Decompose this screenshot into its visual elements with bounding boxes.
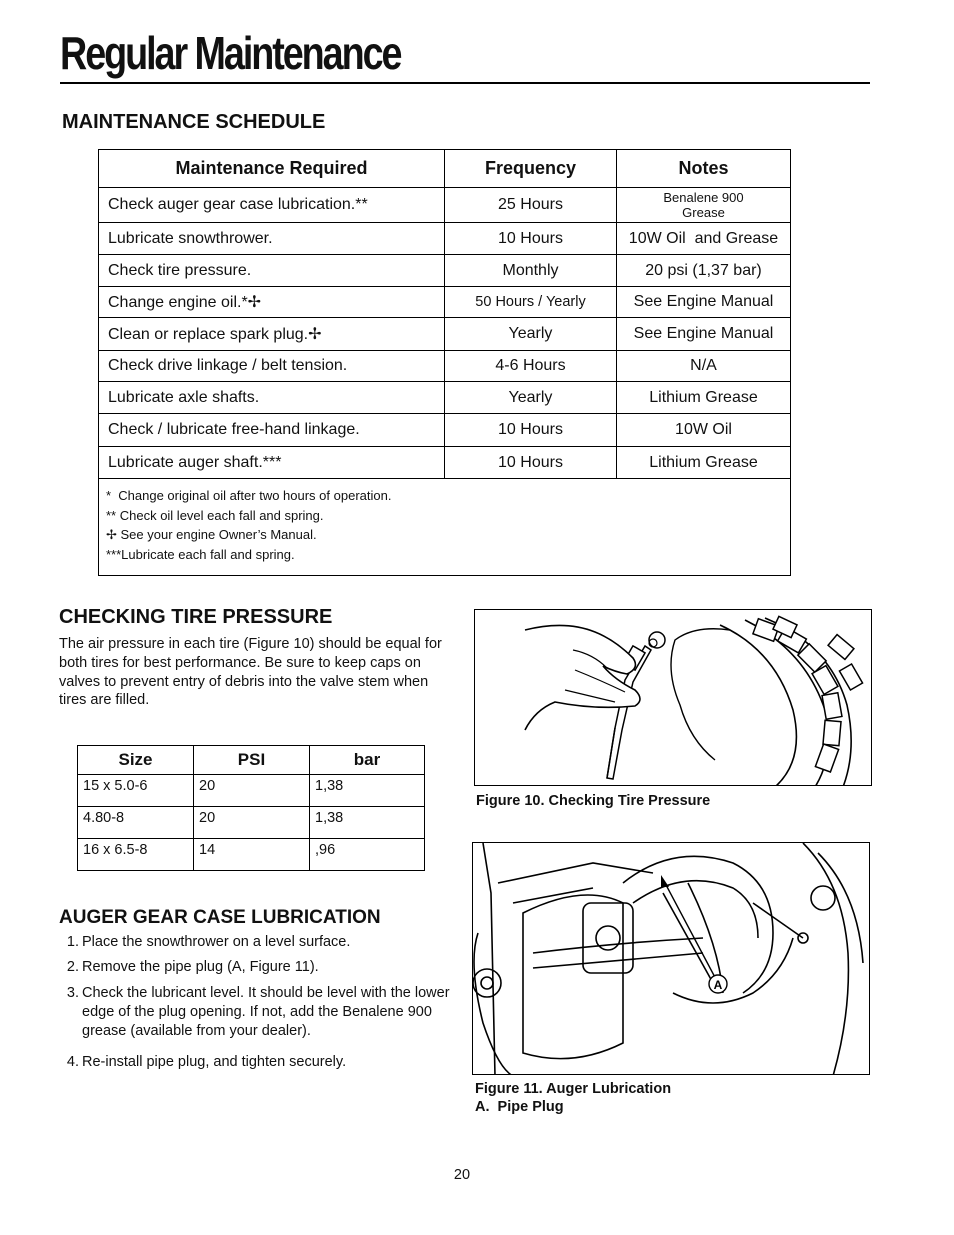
table-row [99, 447, 790, 479]
notes-cell: 10W Oil [675, 421, 732, 438]
step-number: 4. [66, 1054, 79, 1070]
tire-pressure-table [77, 745, 425, 871]
frequency-cell: 10 Hours [445, 447, 617, 478]
table-header-row [99, 150, 790, 188]
column-header-bar: bar [310, 746, 425, 775]
step-text: Check the lubricant level. It should be level with the lower edge of the plug opening. If not, add the Benalene 900 grease (available from your dealer). [82, 985, 450, 1039]
table-row [99, 414, 790, 447]
footnote: ** Check oil level each fall and spring. [106, 507, 324, 523]
table-row [78, 807, 425, 839]
column-header-size: Size [78, 746, 194, 775]
table-row [99, 351, 790, 382]
frequency-cell: 4-6 Hours [445, 351, 617, 381]
frequency-cell: 50 Hours / Yearly [445, 287, 617, 317]
notes-line: Grease [682, 205, 725, 220]
notes-cell: See Engine Manual [633, 293, 774, 310]
table-row [78, 839, 425, 871]
table-row [99, 188, 790, 223]
title-rule [60, 82, 870, 84]
notes-cell: 20 psi (1,37 bar) [645, 261, 762, 279]
size-cell: 16 x 6.5-8 [78, 839, 194, 871]
task-cell: Clean or replace spark plug.✢ [99, 318, 445, 350]
step-number: 2. [66, 959, 79, 975]
step-text: Place the snowthrower on a level surface. [82, 934, 351, 950]
step-number: 1. [66, 934, 79, 950]
footnote: ***Lubricate each fall and spring. [106, 546, 295, 562]
task-cell: Change engine oil.*✢ [99, 287, 445, 317]
frequency-cell: Yearly [445, 382, 617, 413]
notes-line: Benalene 900 [663, 190, 744, 205]
bar-cell: ,96 [310, 839, 425, 871]
step-number: 3. [66, 985, 79, 1001]
callout-a-label: A [713, 978, 723, 992]
notes-cell: 10W Oil and Grease [628, 229, 779, 247]
notes-cell: Lithium Grease [649, 453, 758, 471]
frequency-cell: 25 Hours [445, 188, 617, 222]
figure-11-illustration [472, 842, 870, 1075]
footnote: ✢ See your engine Owner’s Manual. [106, 527, 317, 542]
table-row [99, 287, 790, 318]
task-cell: Check / lubricate free-hand linkage. [99, 414, 445, 446]
tire-paragraph: The air pressure in each tire (Figure 10) should be equal for both tires for best performance. Be sure to keep caps on valves to prevent entry of debris into the valve stem when tires are filled. [59, 636, 442, 709]
table-header-row [78, 746, 425, 775]
auger-drawing [473, 843, 870, 1075]
figure-11-title: Figure 11. Auger Lubrication [475, 1081, 672, 1097]
table-row [99, 318, 790, 351]
frequency-cell: 10 Hours [445, 223, 617, 254]
auger-heading: AUGER GEAR CASE LUBRICATION [59, 907, 381, 928]
frequency-cell: 10 Hours [445, 414, 617, 446]
page-title: Regular Maintenance [60, 27, 401, 79]
bar-cell: 1,38 [310, 807, 425, 839]
table-row [99, 382, 790, 414]
task-cell: Check auger gear case lubrication.** [99, 188, 445, 222]
frequency-cell: Yearly [445, 318, 617, 350]
psi-cell: 20 [194, 807, 310, 839]
psi-cell: 14 [194, 839, 310, 871]
column-header-task: Maintenance Required [99, 150, 445, 187]
table-row [99, 223, 790, 255]
figure-10-caption: Figure 10. Checking Tire Pressure [476, 793, 711, 809]
notes-cell: N/A [690, 357, 717, 374]
tire-heading: CHECKING TIRE PRESSURE [59, 606, 333, 628]
table-row [78, 775, 425, 807]
step-text: Re-install pipe plug, and tighten securely. [82, 1054, 347, 1070]
task-cell: Lubricate axle shafts. [99, 382, 445, 413]
figure-10-illustration [474, 609, 872, 786]
page-number: 20 [453, 1167, 471, 1183]
column-header-frequency: Frequency [445, 150, 617, 187]
column-header-psi: PSI [194, 746, 310, 775]
psi-cell: 20 [194, 775, 310, 807]
task-cell: Lubricate auger shaft.*** [99, 447, 445, 478]
table-row [99, 255, 790, 287]
frequency-cell: Monthly [445, 255, 617, 286]
tire-gauge-drawing [475, 610, 872, 786]
footnotes [106, 486, 391, 564]
column-header-notes: Notes [678, 158, 729, 178]
figure-11-caption [475, 1080, 671, 1116]
schedule-heading: MAINTENANCE SCHEDULE [62, 111, 326, 133]
task-cell: Check drive linkage / belt tension. [99, 351, 445, 381]
size-cell: 4.80-8 [78, 807, 194, 839]
notes-cell: Lithium Grease [649, 388, 758, 406]
notes-cell [617, 188, 790, 222]
task-cell: Check tire pressure. [99, 255, 445, 286]
bar-cell: 1,38 [310, 775, 425, 807]
step-text: Remove the pipe plug (A, Figure 11). [82, 959, 319, 975]
figure-11-legend: A. Pipe Plug [475, 1099, 564, 1115]
footnote: * Change original oil after two hours of operation. [106, 488, 392, 503]
maintenance-table [98, 149, 791, 576]
size-cell: 15 x 5.0-6 [78, 775, 194, 807]
notes-cell: See Engine Manual [633, 325, 774, 342]
task-cell: Lubricate snowthrower. [99, 223, 445, 254]
